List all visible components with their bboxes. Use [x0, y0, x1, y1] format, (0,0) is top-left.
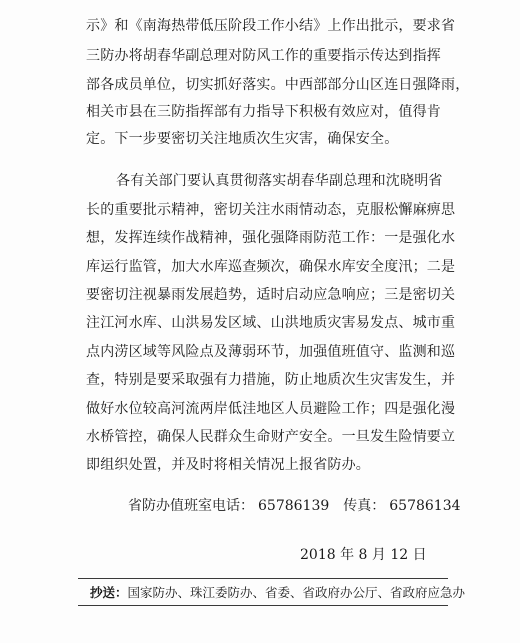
cc-recipients: 国家防办、珠江委防办、省委、省政府办公厅、省政府应急办 [127, 585, 466, 600]
body-line-2: 三防办将胡春华副总理对防风工作的重要指示传达到指挥 [86, 48, 441, 64]
body-line-16: 即组织处置，并及时将相关情况上报省防办。 [86, 457, 370, 473]
cc-label: 抄送： [90, 585, 128, 600]
body-line-6: 各有关部门要认真贯彻落实胡春华副总理和沈晓明省 [116, 173, 443, 189]
body-line-11: 注江河水库、山洪易发区域、山洪地质灾害易发点、城市重 [86, 315, 456, 331]
cc-line [90, 585, 465, 601]
body-line-3: 部各成员单位，切实抓好落实。中西部部分山区连日强降雨， [86, 77, 470, 93]
body-line-8: 想，发挥连续作战精神，强化强降雨防范工作：一是强化水 [86, 230, 456, 246]
body-line-13: 查，特别是要采取强有力措施，防止地质次生灾害发生，并 [86, 372, 456, 388]
document-date: 2018 年 8 月 12 日 [300, 547, 427, 563]
body-line-9: 库运行监管，加大水库巡查频次，确保水库安全度汛；二是 [86, 259, 456, 275]
fax-label: 传真： [343, 498, 386, 514]
divider-bottom [78, 605, 448, 606]
body-line-4: 相关市县在三防指挥部有力指导下积极有效应对，值得肯 [86, 104, 441, 120]
body-line-10: 要密切注视暴雨发展趋势，适时启动应急响应；三是密切关 [86, 287, 456, 303]
body-line-14: 做好水位较高河流两岸低洼地区人员避险工作；四是强化漫 [86, 401, 456, 417]
fax-number: 65786134 [389, 498, 461, 514]
body-line-1: 示》和《南海热带低压阶段工作小结》上作出批示，要求省 [86, 18, 456, 34]
contact-line [128, 497, 465, 515]
body-line-7: 长的重要批示精神，密切关注水雨情动态，克服松懈麻痹思 [86, 202, 456, 218]
body-line-5: 定。下一步要密切关注地质次生灾害，确保安全。 [86, 131, 399, 147]
duty-phone-label: 省防办值班室电话： [128, 498, 254, 514]
divider-top [78, 578, 448, 579]
duty-phone-number: 65786139 [258, 498, 330, 514]
body-line-12: 点内涝区域等风险点及薄弱环节，加强值班值守、监测和巡 [86, 344, 456, 360]
body-line-15: 水桥管控，确保人民群众生命财产安全。一旦发生险情要立 [86, 429, 456, 445]
